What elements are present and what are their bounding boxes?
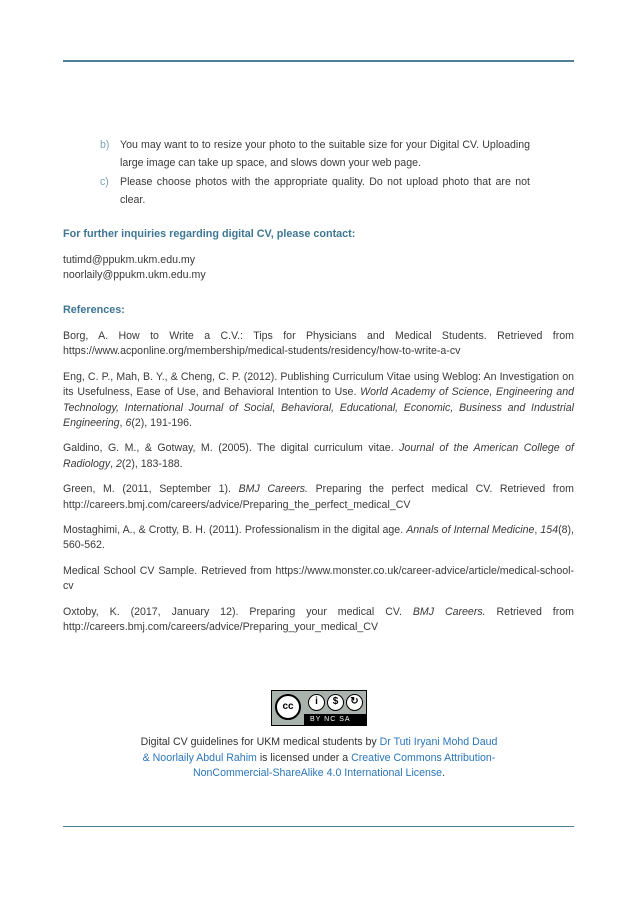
- reference-item: Galdino, G. M., & Gotway, M. (2005). The digital curriculum vitae. Journal of the American College of Radiology, 2(2), 183-188.: [63, 442, 574, 470]
- list-item-text: Please choose photos with the appropriate quality. Do not upload photo that are not clear.: [120, 175, 530, 206]
- list-marker: b): [100, 139, 110, 151]
- email-noorlaily: noorlaily@ppukm.ukm.edu.my: [63, 269, 206, 281]
- references-list: [63, 329, 574, 646]
- license-text: Digital CV guidelines for UKM medical students by Dr Tuti Iryani Mohd Daud & Noorlaily Abdul Rahim is licensed under a Creative Commons Attribution-NonCommercial-ShareAlike 4.0 International License.: [140, 736, 498, 779]
- email-link-tuti[interactable]: tutimd@ppukm.ukm.edu.my: [63, 254, 196, 266]
- noncommercial-icon: $: [327, 694, 344, 711]
- list-marker: c): [100, 175, 109, 188]
- license-block: [0, 690, 638, 782]
- bottom-divider: [63, 826, 574, 827]
- reference-item: Green, M. (2011, September 1). BMJ Careers. Preparing the perfect medical CV. Retrieved from http://careers.bmj.com/careers/advice/Preparing_the_perfect_medical_CV: [63, 483, 574, 511]
- references-heading: References:: [63, 304, 125, 316]
- top-divider: [63, 60, 574, 62]
- license-link[interactable]: Creative Commons Attribution-NonCommercial-ShareAlike 4.0 International License: [192, 751, 496, 779]
- list-item: [100, 173, 530, 210]
- author-link[interactable]: Dr Tuti Iryani Mohd Daud & Noorlaily Abdul Rahim: [142, 736, 498, 764]
- reference-item: Borg, A. How to Write a C.V.: Tips for Physicians and Medical Students. Retrieved from https://www.acponline.org/membership/medical-students/residency/how-to-write-a-cv: [63, 330, 574, 358]
- cc-license-badge[interactable]: [271, 690, 367, 726]
- list-item-text: You may want to to resize your photo to the suitable size for your Digital CV. Uploading large image can take up space, and slows down your web page.: [120, 139, 530, 170]
- reference-item: Medical School CV Sample. Retrieved from https://www.monster.co.uk/career-advice/article/medical-school-cv: [63, 564, 574, 593]
- reference-item: Oxtoby, K. (2017, January 12). Preparing your medical CV. BMJ Careers. Retrieved from http://careers.bmj.com/careers/advice/Preparing_your_medical_CV: [63, 605, 574, 634]
- reference-link[interactable]: http://careers.bmj.com/careers/advice/Preparing_your_medical_CV: [63, 621, 379, 634]
- attribution-icon: i: [308, 694, 325, 711]
- contact-heading: For further inquiries regarding digital CV, please contact:: [63, 228, 356, 240]
- cc-icon: cc: [275, 694, 301, 720]
- sharealike-icon: ↻: [346, 694, 363, 711]
- reference-item: Eng, C. P., Mah, B. Y., & Cheng, C. P. (2012). Publishing Curriculum Vitae using Weblog: An Investigation on its Usefulness, Ease of Use, and Behavioral Intention to Use. World Academy of Science, Engineering and Technology, International Journal of Social, Behavioral, Educational, Economic, Business and Industrial Engineering, 6(2), 191-196.: [63, 370, 574, 430]
- list-item: [100, 136, 530, 173]
- reference-item: Mostaghimi, A., & Crotty, B. H. (2011). Professionalism in the digital age. Annals of Internal Medicine, 154(8), 560-562.: [63, 524, 574, 552]
- badge-strip: BY NC SA: [304, 714, 366, 725]
- contact-emails: [63, 253, 206, 283]
- photo-tips-list: [100, 136, 530, 209]
